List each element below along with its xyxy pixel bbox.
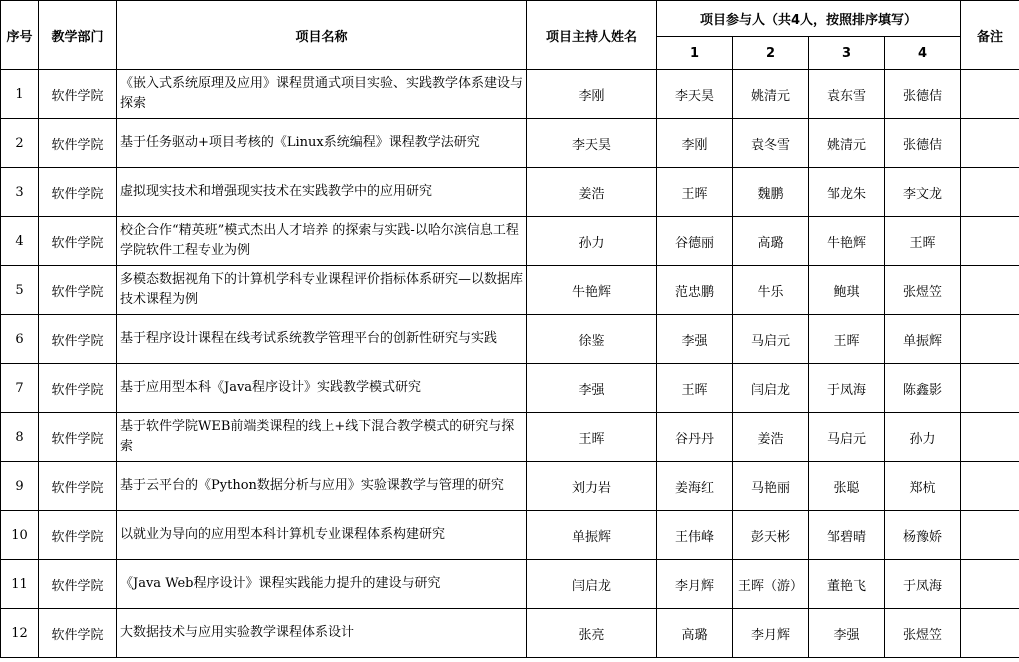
row-note xyxy=(961,168,1019,217)
row-host: 张亮 xyxy=(527,609,657,658)
row-project-name: 《Java Web程序设计》课程实践能力提升的建设与研究 xyxy=(117,560,527,609)
row-project-name: 基于云平台的《Python数据分析与应用》实验课教学与管理的研究 xyxy=(117,462,527,511)
row-participant-2: 魏鹏 xyxy=(733,168,809,217)
table-body xyxy=(1,70,1019,658)
row-participant-3: 张聪 xyxy=(809,462,885,511)
row-participant-3: 姚清元 xyxy=(809,119,885,168)
table-row xyxy=(1,119,1019,168)
row-participant-2: 马艳丽 xyxy=(733,462,809,511)
row-participant-4: 张煜笠 xyxy=(885,609,961,658)
row-host: 李刚 xyxy=(527,70,657,119)
row-participant-1: 王晖 xyxy=(657,364,733,413)
row-participant-2: 高璐 xyxy=(733,217,809,266)
row-seq: 2 xyxy=(1,119,39,168)
header-row xyxy=(1,1,1019,37)
table-row xyxy=(1,70,1019,119)
row-participant-3: 董艳飞 xyxy=(809,560,885,609)
table-row xyxy=(1,168,1019,217)
row-host: 徐鉴 xyxy=(527,315,657,364)
row-participant-3: 鲍琪 xyxy=(809,266,885,315)
header-seq: 序号 xyxy=(1,1,39,70)
row-participant-4: 单振辉 xyxy=(885,315,961,364)
row-participant-4: 张德佶 xyxy=(885,70,961,119)
row-seq: 6 xyxy=(1,315,39,364)
table-row xyxy=(1,413,1019,462)
row-seq: 1 xyxy=(1,70,39,119)
row-host: 王晖 xyxy=(527,413,657,462)
row-participant-4: 陈鑫影 xyxy=(885,364,961,413)
row-participant-2: 李月辉 xyxy=(733,609,809,658)
table-row xyxy=(1,462,1019,511)
row-dept: 软件学院 xyxy=(39,364,117,413)
row-participant-1: 李强 xyxy=(657,315,733,364)
row-note xyxy=(961,462,1019,511)
row-participant-3: 李强 xyxy=(809,609,885,658)
header-participant-4: 4 xyxy=(885,37,961,70)
row-project-name: 校企合作“精英班”模式杰出人才培养 的探索与实践-以哈尔滨信息工程学院软件工程专业为例 xyxy=(117,217,527,266)
row-participant-1: 李天昊 xyxy=(657,70,733,119)
row-dept: 软件学院 xyxy=(39,462,117,511)
row-participant-2: 王晖（游） xyxy=(733,560,809,609)
row-note xyxy=(961,364,1019,413)
row-note xyxy=(961,217,1019,266)
row-seq: 10 xyxy=(1,511,39,560)
row-participant-2: 姚清元 xyxy=(733,70,809,119)
row-seq: 11 xyxy=(1,560,39,609)
row-note xyxy=(961,119,1019,168)
row-seq: 12 xyxy=(1,609,39,658)
row-participant-4: 李文龙 xyxy=(885,168,961,217)
row-seq: 4 xyxy=(1,217,39,266)
row-dept: 软件学院 xyxy=(39,119,117,168)
row-seq: 7 xyxy=(1,364,39,413)
row-host: 闫启龙 xyxy=(527,560,657,609)
row-participant-1: 谷丹丹 xyxy=(657,413,733,462)
header-project-name: 项目名称 xyxy=(117,1,527,70)
row-dept: 软件学院 xyxy=(39,413,117,462)
table-row xyxy=(1,560,1019,609)
row-participant-4: 于凤海 xyxy=(885,560,961,609)
row-note xyxy=(961,511,1019,560)
row-participant-4: 杨豫娇 xyxy=(885,511,961,560)
row-participant-1: 李月辉 xyxy=(657,560,733,609)
row-host: 李强 xyxy=(527,364,657,413)
row-participant-3: 袁东雪 xyxy=(809,70,885,119)
header-note: 备注 xyxy=(961,1,1019,70)
row-project-name: 大数据技术与应用实验教学课程体系设计 xyxy=(117,609,527,658)
row-host: 刘力岩 xyxy=(527,462,657,511)
row-participant-2: 袁冬雪 xyxy=(733,119,809,168)
row-project-name: 多模态数据视角下的计算机学科专业课程评价指标体系研究—以数据库技术课程为例 xyxy=(117,266,527,315)
row-participant-4: 孙力 xyxy=(885,413,961,462)
row-host: 单振辉 xyxy=(527,511,657,560)
row-participant-4: 郑杭 xyxy=(885,462,961,511)
row-dept: 软件学院 xyxy=(39,168,117,217)
row-dept: 软件学院 xyxy=(39,560,117,609)
row-participant-1: 王晖 xyxy=(657,168,733,217)
row-participant-3: 牛艳辉 xyxy=(809,217,885,266)
row-note xyxy=(961,560,1019,609)
row-participant-2: 牛乐 xyxy=(733,266,809,315)
table-row xyxy=(1,609,1019,658)
row-participant-2: 马启元 xyxy=(733,315,809,364)
row-participant-3: 于凤海 xyxy=(809,364,885,413)
row-seq: 9 xyxy=(1,462,39,511)
row-host: 孙力 xyxy=(527,217,657,266)
row-project-name: 《嵌入式系统原理及应用》课程贯通式项目实验、实践教学体系建设与探索 xyxy=(117,70,527,119)
row-host: 李天昊 xyxy=(527,119,657,168)
row-note xyxy=(961,70,1019,119)
header-participant-2: 2 xyxy=(733,37,809,70)
table-row xyxy=(1,511,1019,560)
row-participant-2: 闫启龙 xyxy=(733,364,809,413)
row-participant-1: 高璐 xyxy=(657,609,733,658)
row-participant-3: 邹碧晴 xyxy=(809,511,885,560)
row-participant-2: 姜浩 xyxy=(733,413,809,462)
row-participant-1: 姜海红 xyxy=(657,462,733,511)
row-participant-1: 李刚 xyxy=(657,119,733,168)
row-note xyxy=(961,266,1019,315)
header-host: 项目主持人姓名 xyxy=(527,1,657,70)
row-host: 牛艳辉 xyxy=(527,266,657,315)
row-dept: 软件学院 xyxy=(39,315,117,364)
row-project-name: 基于应用型本科《Java程序设计》实践教学模式研究 xyxy=(117,364,527,413)
row-participant-4: 王晖 xyxy=(885,217,961,266)
row-dept: 软件学院 xyxy=(39,511,117,560)
row-project-name: 基于软件学院WEB前端类课程的线上+线下混合教学模式的研究与探索 xyxy=(117,413,527,462)
row-participant-1: 王伟峰 xyxy=(657,511,733,560)
row-participant-3: 邹龙朱 xyxy=(809,168,885,217)
table-row xyxy=(1,266,1019,315)
row-project-name: 以就业为导向的应用型本科计算机专业课程体系构建研究 xyxy=(117,511,527,560)
header-participants: 项目参与人（共4人，按照排序填写） xyxy=(657,1,961,37)
row-participant-1: 谷德丽 xyxy=(657,217,733,266)
row-seq: 5 xyxy=(1,266,39,315)
row-participant-3: 王晖 xyxy=(809,315,885,364)
row-project-name: 基于程序设计课程在线考试系统教学管理平台的创新性研究与实践 xyxy=(117,315,527,364)
row-participant-2: 彭天彬 xyxy=(733,511,809,560)
row-project-name: 基于任务驱动+项目考核的《Linux系统编程》课程教学法研究 xyxy=(117,119,527,168)
table-row xyxy=(1,364,1019,413)
row-note xyxy=(961,413,1019,462)
row-participant-4: 张煜笠 xyxy=(885,266,961,315)
row-dept: 软件学院 xyxy=(39,609,117,658)
table-row xyxy=(1,217,1019,266)
row-seq: 3 xyxy=(1,168,39,217)
row-project-name: 虚拟现实技术和增强现实技术在实践教学中的应用研究 xyxy=(117,168,527,217)
header-participant-3: 3 xyxy=(809,37,885,70)
header-participant-1: 1 xyxy=(657,37,733,70)
row-seq: 8 xyxy=(1,413,39,462)
header-dept: 教学部门 xyxy=(39,1,117,70)
row-dept: 软件学院 xyxy=(39,217,117,266)
table-row xyxy=(1,315,1019,364)
row-participant-3: 马启元 xyxy=(809,413,885,462)
row-note xyxy=(961,609,1019,658)
row-host: 姜浩 xyxy=(527,168,657,217)
row-dept: 软件学院 xyxy=(39,70,117,119)
row-dept: 软件学院 xyxy=(39,266,117,315)
row-note xyxy=(961,315,1019,364)
row-participant-1: 范忠鹏 xyxy=(657,266,733,315)
row-participant-4: 张德佶 xyxy=(885,119,961,168)
